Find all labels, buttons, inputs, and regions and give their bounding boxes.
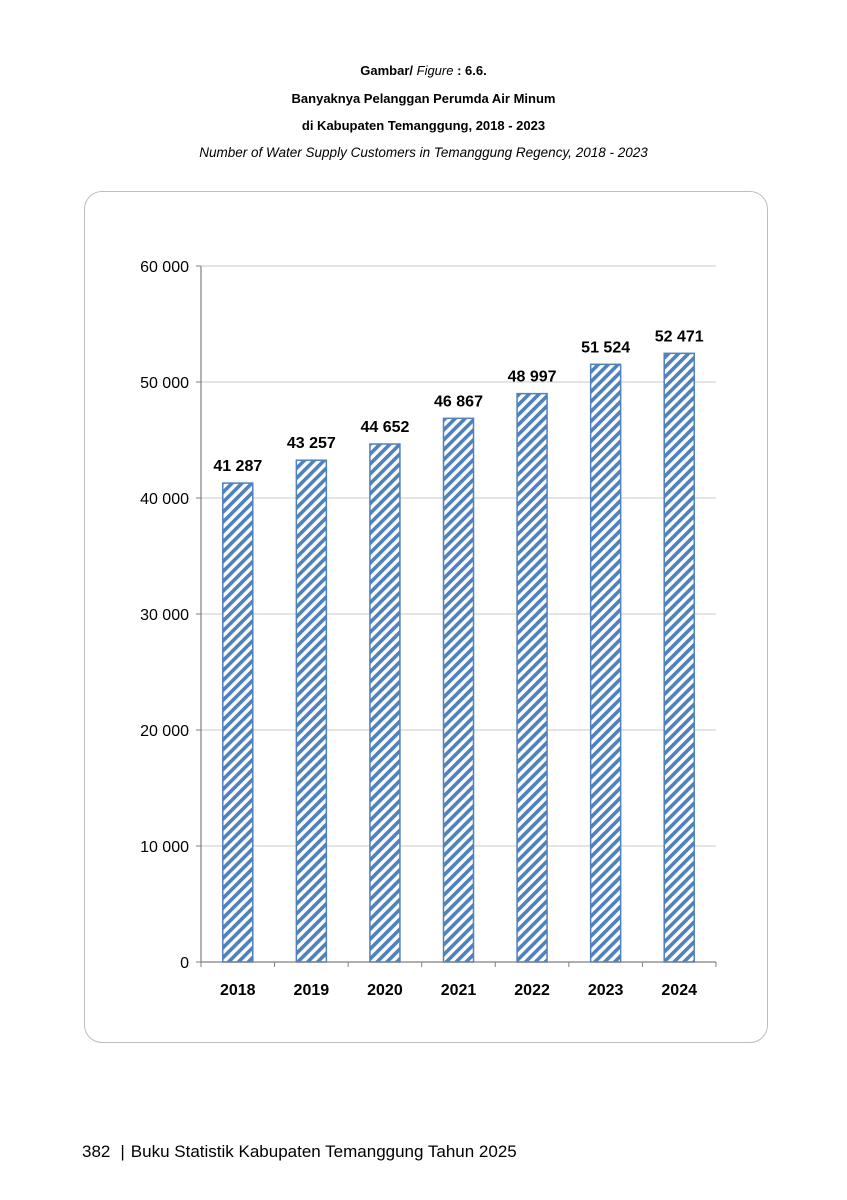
page-number: 382 xyxy=(82,1142,111,1161)
bar-2024 xyxy=(664,353,694,962)
chart-title-line1: Banyaknya Pelanggan Perumda Air Minum xyxy=(291,91,556,106)
y-tick-label: 20 000 xyxy=(140,723,189,740)
y-tick-label: 40 000 xyxy=(140,491,189,508)
figure-label-id: Gambar/ xyxy=(360,63,413,78)
page-footer xyxy=(82,1142,517,1162)
y-tick-label: 10 000 xyxy=(140,839,189,856)
x-tick-label-2018: 2018 xyxy=(219,982,256,999)
footer-separator: | xyxy=(120,1142,125,1161)
x-tick-label-2022: 2022 xyxy=(514,982,550,999)
data-label-2018: 41 287 xyxy=(213,458,263,476)
bar-2018 xyxy=(223,483,253,962)
x-tick-label-2023: 2023 xyxy=(587,982,624,999)
figure-number: : 6.6. xyxy=(457,63,487,78)
bar-2022 xyxy=(517,394,547,962)
data-label-2023: 51 524 xyxy=(581,339,631,357)
chart-title-line2: di Kabupaten Temanggung, 2018 - 2023 xyxy=(301,118,546,133)
bar-2019 xyxy=(296,460,326,962)
y-tick-label: 60 000 xyxy=(140,259,189,276)
data-label-2022: 48 997 xyxy=(507,368,557,386)
y-tick-label: 50 000 xyxy=(140,375,189,392)
y-tick-label: 0 xyxy=(180,955,189,972)
chart-title-english: Number of Water Supply Customers in Temanggung Regency, 2018 - 2023 xyxy=(199,145,648,160)
y-tick-label: 30 000 xyxy=(140,607,189,624)
data-label-2019: 43 257 xyxy=(286,435,336,453)
book-title: Buku Statistik Kabupaten Temanggung Tahun 2025 xyxy=(130,1142,517,1161)
x-tick-label-2024: 2024 xyxy=(661,982,698,999)
data-label-2024: 52 471 xyxy=(654,328,704,346)
bar-2023 xyxy=(591,364,621,962)
figure-label-en: Figure xyxy=(416,63,454,78)
data-label-2021: 46 867 xyxy=(434,393,483,411)
x-tick-label-2021: 2021 xyxy=(440,982,477,999)
bar-2020 xyxy=(370,444,400,962)
x-tick-label-2020: 2020 xyxy=(367,982,403,999)
data-label-2020: 44 652 xyxy=(360,419,410,437)
bar-2021 xyxy=(444,418,474,962)
x-tick-label-2019: 2019 xyxy=(293,982,330,999)
